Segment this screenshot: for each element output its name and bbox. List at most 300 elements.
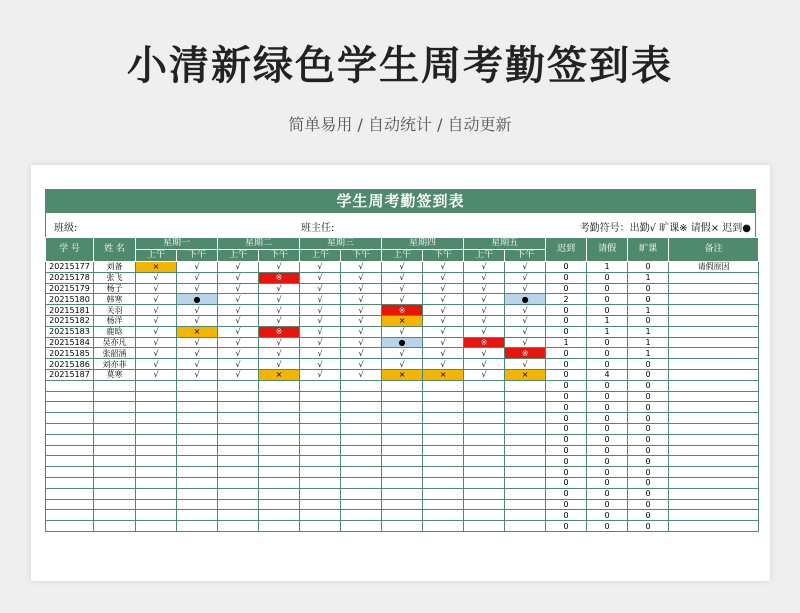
attendance-mark-cell[interactable] — [464, 434, 505, 445]
attendance-mark-cell[interactable]: × — [177, 326, 218, 337]
attendance-mark-cell[interactable] — [259, 467, 300, 478]
attendance-mark-cell[interactable]: ● — [382, 337, 423, 348]
attendance-mark-cell[interactable] — [382, 510, 423, 521]
attendance-mark-cell[interactable]: √ — [341, 337, 382, 348]
note-cell[interactable] — [669, 467, 759, 478]
attendance-mark-cell[interactable]: √ — [464, 294, 505, 305]
student-id-cell[interactable] — [46, 445, 94, 456]
student-id-cell[interactable]: 20215183 — [46, 326, 94, 337]
absent-count-cell[interactable]: 0 — [628, 521, 669, 532]
student-id-cell[interactable] — [46, 510, 94, 521]
attendance-mark-cell[interactable] — [177, 488, 218, 499]
attendance-mark-cell[interactable] — [341, 499, 382, 510]
note-cell[interactable] — [669, 413, 759, 424]
attendance-mark-cell[interactable] — [136, 456, 177, 467]
student-name-cell[interactable] — [94, 434, 136, 445]
student-id-cell[interactable]: 20215177 — [46, 262, 94, 273]
note-cell[interactable] — [669, 423, 759, 434]
attendance-mark-cell[interactable] — [136, 402, 177, 413]
attendance-mark-cell[interactable]: √ — [218, 359, 259, 370]
attendance-mark-cell[interactable]: √ — [464, 359, 505, 370]
absent-count-cell[interactable]: 0 — [628, 467, 669, 478]
attendance-mark-cell[interactable] — [300, 445, 341, 456]
student-name-cell[interactable]: 韩寒 — [94, 294, 136, 305]
leave-count-cell[interactable]: 0 — [587, 499, 628, 510]
leave-count-cell[interactable]: 0 — [587, 305, 628, 316]
attendance-mark-cell[interactable]: √ — [423, 305, 464, 316]
attendance-mark-cell[interactable] — [136, 488, 177, 499]
absent-count-cell[interactable]: 1 — [628, 348, 669, 359]
leave-count-cell[interactable]: 0 — [587, 380, 628, 391]
late-count-cell[interactable]: 0 — [546, 262, 587, 273]
attendance-mark-cell[interactable]: √ — [259, 337, 300, 348]
student-id-cell[interactable] — [46, 499, 94, 510]
attendance-mark-cell[interactable] — [505, 510, 546, 521]
attendance-mark-cell[interactable]: √ — [505, 337, 546, 348]
note-cell[interactable] — [669, 391, 759, 402]
attendance-mark-cell[interactable] — [505, 402, 546, 413]
student-name-cell[interactable]: 杨洋 — [94, 315, 136, 326]
attendance-mark-cell[interactable]: √ — [136, 359, 177, 370]
attendance-mark-cell[interactable]: √ — [177, 369, 218, 380]
student-name-cell[interactable]: 鹿晗 — [94, 326, 136, 337]
attendance-mark-cell[interactable]: √ — [300, 305, 341, 316]
note-cell[interactable] — [669, 380, 759, 391]
leave-count-cell[interactable]: 1 — [587, 326, 628, 337]
absent-count-cell[interactable]: 1 — [628, 305, 669, 316]
absent-count-cell[interactable]: 0 — [628, 380, 669, 391]
attendance-mark-cell[interactable] — [505, 521, 546, 532]
attendance-mark-cell[interactable]: √ — [218, 326, 259, 337]
attendance-mark-cell[interactable] — [464, 413, 505, 424]
student-name-cell[interactable]: 莫寒 — [94, 369, 136, 380]
student-id-cell[interactable] — [46, 380, 94, 391]
attendance-mark-cell[interactable]: √ — [218, 337, 259, 348]
late-count-cell[interactable]: 0 — [546, 521, 587, 532]
absent-count-cell[interactable]: 1 — [628, 337, 669, 348]
attendance-mark-cell[interactable] — [136, 413, 177, 424]
attendance-mark-cell[interactable]: √ — [505, 262, 546, 273]
attendance-mark-cell[interactable]: √ — [218, 305, 259, 316]
attendance-mark-cell[interactable]: √ — [218, 315, 259, 326]
attendance-mark-cell[interactable] — [464, 521, 505, 532]
leave-count-cell[interactable]: 0 — [587, 434, 628, 445]
attendance-mark-cell[interactable]: × — [382, 315, 423, 326]
attendance-mark-cell[interactable] — [382, 413, 423, 424]
attendance-mark-cell[interactable]: √ — [382, 359, 423, 370]
attendance-mark-cell[interactable]: √ — [341, 294, 382, 305]
attendance-mark-cell[interactable] — [177, 510, 218, 521]
leave-count-cell[interactable]: 0 — [587, 521, 628, 532]
absent-count-cell[interactable]: 0 — [628, 359, 669, 370]
absent-count-cell[interactable]: 1 — [628, 326, 669, 337]
attendance-mark-cell[interactable] — [218, 467, 259, 478]
late-count-cell[interactable]: 0 — [546, 305, 587, 316]
late-count-cell[interactable]: 0 — [546, 348, 587, 359]
attendance-mark-cell[interactable] — [136, 423, 177, 434]
attendance-mark-cell[interactable]: √ — [341, 326, 382, 337]
student-name-cell[interactable]: 刘备 — [94, 262, 136, 273]
note-cell[interactable] — [669, 445, 759, 456]
attendance-mark-cell[interactable] — [136, 499, 177, 510]
leave-count-cell[interactable]: 0 — [587, 294, 628, 305]
attendance-mark-cell[interactable]: √ — [505, 326, 546, 337]
late-count-cell[interactable]: 0 — [546, 391, 587, 402]
student-name-cell[interactable] — [94, 510, 136, 521]
attendance-mark-cell[interactable] — [300, 477, 341, 488]
attendance-mark-cell[interactable]: √ — [259, 262, 300, 273]
attendance-mark-cell[interactable]: √ — [423, 294, 464, 305]
attendance-mark-cell[interactable]: √ — [382, 326, 423, 337]
attendance-mark-cell[interactable] — [382, 477, 423, 488]
attendance-mark-cell[interactable]: √ — [177, 315, 218, 326]
attendance-mark-cell[interactable] — [423, 467, 464, 478]
attendance-mark-cell[interactable]: √ — [464, 315, 505, 326]
student-id-cell[interactable]: 20215179 — [46, 283, 94, 294]
attendance-mark-cell[interactable]: √ — [259, 305, 300, 316]
attendance-mark-cell[interactable] — [177, 423, 218, 434]
attendance-mark-cell[interactable] — [341, 391, 382, 402]
attendance-mark-cell[interactable] — [423, 456, 464, 467]
absent-count-cell[interactable]: 1 — [628, 272, 669, 283]
attendance-mark-cell[interactable] — [177, 467, 218, 478]
leave-count-cell[interactable]: 1 — [587, 262, 628, 273]
attendance-mark-cell[interactable]: ※ — [505, 348, 546, 359]
absent-count-cell[interactable]: 0 — [628, 413, 669, 424]
student-name-cell[interactable]: 张飞 — [94, 272, 136, 283]
late-count-cell[interactable]: 0 — [546, 467, 587, 478]
leave-count-cell[interactable]: 0 — [587, 477, 628, 488]
note-cell[interactable] — [669, 359, 759, 370]
attendance-mark-cell[interactable] — [464, 391, 505, 402]
attendance-mark-cell[interactable] — [136, 391, 177, 402]
attendance-mark-cell[interactable]: √ — [259, 359, 300, 370]
note-cell[interactable] — [669, 272, 759, 283]
absent-count-cell[interactable]: 0 — [628, 423, 669, 434]
student-id-cell[interactable]: 20215187 — [46, 369, 94, 380]
note-cell[interactable] — [669, 305, 759, 316]
attendance-mark-cell[interactable] — [464, 456, 505, 467]
attendance-mark-cell[interactable]: × — [382, 369, 423, 380]
attendance-mark-cell[interactable]: √ — [382, 348, 423, 359]
attendance-mark-cell[interactable] — [218, 456, 259, 467]
attendance-mark-cell[interactable]: √ — [218, 294, 259, 305]
attendance-mark-cell[interactable]: ※ — [464, 337, 505, 348]
attendance-mark-cell[interactable]: × — [505, 369, 546, 380]
attendance-mark-cell[interactable]: √ — [177, 272, 218, 283]
attendance-mark-cell[interactable]: √ — [423, 262, 464, 273]
student-id-cell[interactable]: 20215186 — [46, 359, 94, 370]
attendance-mark-cell[interactable] — [300, 456, 341, 467]
attendance-mark-cell[interactable] — [341, 380, 382, 391]
attendance-mark-cell[interactable] — [505, 434, 546, 445]
attendance-mark-cell[interactable] — [177, 521, 218, 532]
late-count-cell[interactable]: 0 — [546, 499, 587, 510]
attendance-mark-cell[interactable]: √ — [218, 369, 259, 380]
attendance-mark-cell[interactable]: × — [136, 262, 177, 273]
attendance-mark-cell[interactable] — [382, 445, 423, 456]
attendance-mark-cell[interactable]: √ — [177, 337, 218, 348]
student-id-cell[interactable] — [46, 521, 94, 532]
attendance-mark-cell[interactable]: √ — [300, 337, 341, 348]
attendance-mark-cell[interactable]: √ — [505, 283, 546, 294]
attendance-mark-cell[interactable] — [464, 488, 505, 499]
student-name-cell[interactable] — [94, 413, 136, 424]
attendance-mark-cell[interactable] — [341, 488, 382, 499]
late-count-cell[interactable]: 0 — [546, 488, 587, 499]
leave-count-cell[interactable]: 0 — [587, 359, 628, 370]
attendance-mark-cell[interactable] — [259, 499, 300, 510]
note-cell[interactable] — [669, 488, 759, 499]
attendance-mark-cell[interactable]: √ — [177, 305, 218, 316]
student-id-cell[interactable]: 20215184 — [46, 337, 94, 348]
attendance-mark-cell[interactable]: √ — [300, 326, 341, 337]
student-name-cell[interactable]: 关羽 — [94, 305, 136, 316]
late-count-cell[interactable]: 2 — [546, 294, 587, 305]
leave-count-cell[interactable]: 0 — [587, 510, 628, 521]
student-name-cell[interactable]: 杨子 — [94, 283, 136, 294]
attendance-mark-cell[interactable] — [341, 467, 382, 478]
leave-count-cell[interactable]: 0 — [587, 423, 628, 434]
attendance-mark-cell[interactable] — [464, 467, 505, 478]
note-cell[interactable] — [669, 402, 759, 413]
student-id-cell[interactable] — [46, 488, 94, 499]
note-cell[interactable] — [669, 294, 759, 305]
absent-count-cell[interactable]: 0 — [628, 499, 669, 510]
student-name-cell[interactable] — [94, 477, 136, 488]
late-count-cell[interactable]: 0 — [546, 380, 587, 391]
student-name-cell[interactable] — [94, 391, 136, 402]
student-id-cell[interactable] — [46, 413, 94, 424]
absent-count-cell[interactable]: 0 — [628, 477, 669, 488]
attendance-mark-cell[interactable] — [218, 445, 259, 456]
attendance-mark-cell[interactable]: √ — [341, 262, 382, 273]
attendance-mark-cell[interactable]: √ — [218, 348, 259, 359]
attendance-mark-cell[interactable]: √ — [177, 262, 218, 273]
leave-count-cell[interactable]: 0 — [587, 402, 628, 413]
absent-count-cell[interactable]: 0 — [628, 402, 669, 413]
attendance-mark-cell[interactable]: √ — [382, 294, 423, 305]
attendance-mark-cell[interactable] — [259, 510, 300, 521]
attendance-mark-cell[interactable] — [218, 477, 259, 488]
attendance-mark-cell[interactable] — [505, 467, 546, 478]
attendance-mark-cell[interactable]: ● — [505, 294, 546, 305]
student-id-cell[interactable] — [46, 477, 94, 488]
attendance-mark-cell[interactable] — [177, 380, 218, 391]
attendance-mark-cell[interactable]: √ — [341, 305, 382, 316]
attendance-mark-cell[interactable] — [382, 499, 423, 510]
leave-count-cell[interactable]: 0 — [587, 283, 628, 294]
attendance-mark-cell[interactable] — [300, 488, 341, 499]
attendance-mark-cell[interactable]: √ — [341, 272, 382, 283]
attendance-mark-cell[interactable] — [505, 413, 546, 424]
attendance-mark-cell[interactable]: √ — [136, 294, 177, 305]
attendance-mark-cell[interactable] — [136, 434, 177, 445]
attendance-mark-cell[interactable]: √ — [177, 348, 218, 359]
absent-count-cell[interactable]: 0 — [628, 445, 669, 456]
attendance-mark-cell[interactable]: √ — [136, 369, 177, 380]
note-cell[interactable] — [669, 348, 759, 359]
attendance-mark-cell[interactable]: √ — [341, 283, 382, 294]
attendance-mark-cell[interactable] — [259, 521, 300, 532]
attendance-mark-cell[interactable]: × — [423, 369, 464, 380]
attendance-mark-cell[interactable]: √ — [300, 348, 341, 359]
student-name-cell[interactable] — [94, 499, 136, 510]
attendance-mark-cell[interactable]: √ — [382, 272, 423, 283]
student-name-cell[interactable] — [94, 488, 136, 499]
leave-count-cell[interactable]: 0 — [587, 272, 628, 283]
attendance-mark-cell[interactable] — [218, 488, 259, 499]
attendance-mark-cell[interactable] — [464, 423, 505, 434]
attendance-mark-cell[interactable]: √ — [300, 262, 341, 273]
student-id-cell[interactable] — [46, 434, 94, 445]
absent-count-cell[interactable]: 0 — [628, 456, 669, 467]
attendance-mark-cell[interactable] — [505, 499, 546, 510]
late-count-cell[interactable]: 0 — [546, 326, 587, 337]
student-id-cell[interactable] — [46, 402, 94, 413]
attendance-mark-cell[interactable] — [423, 477, 464, 488]
attendance-mark-cell[interactable] — [300, 423, 341, 434]
student-name-cell[interactable]: 张韶涵 — [94, 348, 136, 359]
attendance-mark-cell[interactable] — [464, 445, 505, 456]
student-name-cell[interactable] — [94, 423, 136, 434]
attendance-mark-cell[interactable] — [382, 456, 423, 467]
attendance-mark-cell[interactable]: √ — [259, 294, 300, 305]
note-cell[interactable] — [669, 456, 759, 467]
attendance-mark-cell[interactable]: √ — [341, 315, 382, 326]
attendance-mark-cell[interactable] — [341, 402, 382, 413]
late-count-cell[interactable]: 1 — [546, 337, 587, 348]
absent-count-cell[interactable]: 0 — [628, 283, 669, 294]
attendance-mark-cell[interactable]: √ — [505, 305, 546, 316]
note-cell[interactable] — [669, 510, 759, 521]
attendance-mark-cell[interactable] — [464, 380, 505, 391]
attendance-mark-cell[interactable]: √ — [464, 326, 505, 337]
attendance-mark-cell[interactable]: √ — [300, 359, 341, 370]
attendance-mark-cell[interactable]: √ — [136, 337, 177, 348]
student-id-cell[interactable] — [46, 423, 94, 434]
student-name-cell[interactable]: 刘亦菲 — [94, 359, 136, 370]
attendance-mark-cell[interactable]: √ — [341, 348, 382, 359]
attendance-mark-cell[interactable] — [341, 477, 382, 488]
attendance-mark-cell[interactable]: √ — [136, 272, 177, 283]
attendance-mark-cell[interactable] — [505, 423, 546, 434]
attendance-mark-cell[interactable] — [505, 380, 546, 391]
attendance-mark-cell[interactable]: √ — [218, 272, 259, 283]
attendance-mark-cell[interactable] — [464, 477, 505, 488]
attendance-mark-cell[interactable] — [177, 456, 218, 467]
leave-count-cell[interactable]: 0 — [587, 445, 628, 456]
absent-count-cell[interactable]: 0 — [628, 391, 669, 402]
attendance-mark-cell[interactable] — [218, 391, 259, 402]
attendance-mark-cell[interactable] — [218, 434, 259, 445]
note-cell[interactable] — [669, 499, 759, 510]
attendance-mark-cell[interactable] — [218, 380, 259, 391]
student-name-cell[interactable] — [94, 402, 136, 413]
attendance-mark-cell[interactable]: √ — [505, 359, 546, 370]
attendance-mark-cell[interactable] — [259, 456, 300, 467]
student-id-cell[interactable] — [46, 391, 94, 402]
attendance-mark-cell[interactable]: √ — [464, 305, 505, 316]
attendance-mark-cell[interactable] — [464, 510, 505, 521]
late-count-cell[interactable]: 0 — [546, 402, 587, 413]
attendance-mark-cell[interactable] — [300, 467, 341, 478]
attendance-mark-cell[interactable]: √ — [505, 315, 546, 326]
attendance-mark-cell[interactable] — [341, 456, 382, 467]
leave-count-cell[interactable]: 0 — [587, 467, 628, 478]
student-name-cell[interactable] — [94, 380, 136, 391]
attendance-mark-cell[interactable]: ※ — [259, 326, 300, 337]
attendance-mark-cell[interactable] — [259, 434, 300, 445]
attendance-mark-cell[interactable] — [177, 391, 218, 402]
attendance-mark-cell[interactable]: √ — [423, 337, 464, 348]
attendance-mark-cell[interactable] — [259, 413, 300, 424]
attendance-mark-cell[interactable] — [505, 445, 546, 456]
student-id-cell[interactable]: 20215182 — [46, 315, 94, 326]
note-cell[interactable] — [669, 315, 759, 326]
student-name-cell[interactable] — [94, 467, 136, 478]
attendance-mark-cell[interactable] — [341, 445, 382, 456]
absent-count-cell[interactable]: 0 — [628, 434, 669, 445]
student-name-cell[interactable] — [94, 456, 136, 467]
attendance-mark-cell[interactable] — [259, 391, 300, 402]
attendance-mark-cell[interactable] — [341, 423, 382, 434]
attendance-mark-cell[interactable]: √ — [423, 283, 464, 294]
note-cell[interactable] — [669, 283, 759, 294]
attendance-mark-cell[interactable]: √ — [464, 283, 505, 294]
leave-count-cell[interactable]: 1 — [587, 315, 628, 326]
attendance-mark-cell[interactable]: √ — [300, 294, 341, 305]
attendance-mark-cell[interactable] — [259, 402, 300, 413]
attendance-mark-cell[interactable] — [382, 391, 423, 402]
attendance-mark-cell[interactable] — [505, 456, 546, 467]
note-cell[interactable] — [669, 369, 759, 380]
late-count-cell[interactable]: 0 — [546, 445, 587, 456]
attendance-mark-cell[interactable]: √ — [341, 359, 382, 370]
attendance-mark-cell[interactable]: √ — [300, 369, 341, 380]
attendance-mark-cell[interactable] — [382, 423, 423, 434]
attendance-mark-cell[interactable] — [136, 510, 177, 521]
late-count-cell[interactable]: 0 — [546, 477, 587, 488]
attendance-mark-cell[interactable] — [177, 413, 218, 424]
attendance-mark-cell[interactable] — [136, 380, 177, 391]
attendance-mark-cell[interactable]: √ — [136, 305, 177, 316]
attendance-mark-cell[interactable] — [423, 488, 464, 499]
attendance-mark-cell[interactable]: √ — [136, 315, 177, 326]
attendance-mark-cell[interactable] — [177, 445, 218, 456]
attendance-mark-cell[interactable] — [341, 521, 382, 532]
late-count-cell[interactable]: 0 — [546, 369, 587, 380]
attendance-mark-cell[interactable] — [423, 380, 464, 391]
attendance-mark-cell[interactable]: √ — [464, 348, 505, 359]
attendance-mark-cell[interactable]: √ — [259, 283, 300, 294]
attendance-mark-cell[interactable] — [218, 499, 259, 510]
attendance-mark-cell[interactable] — [136, 477, 177, 488]
attendance-mark-cell[interactable]: √ — [300, 283, 341, 294]
attendance-mark-cell[interactable] — [505, 488, 546, 499]
attendance-mark-cell[interactable] — [300, 499, 341, 510]
student-id-cell[interactable]: 20215181 — [46, 305, 94, 316]
note-cell[interactable] — [669, 521, 759, 532]
late-count-cell[interactable]: 0 — [546, 423, 587, 434]
attendance-mark-cell[interactable]: √ — [177, 283, 218, 294]
late-count-cell[interactable]: 0 — [546, 413, 587, 424]
attendance-mark-cell[interactable] — [341, 434, 382, 445]
leave-count-cell[interactable]: 0 — [587, 337, 628, 348]
attendance-mark-cell[interactable] — [464, 499, 505, 510]
attendance-mark-cell[interactable] — [177, 477, 218, 488]
attendance-mark-cell[interactable]: √ — [300, 315, 341, 326]
